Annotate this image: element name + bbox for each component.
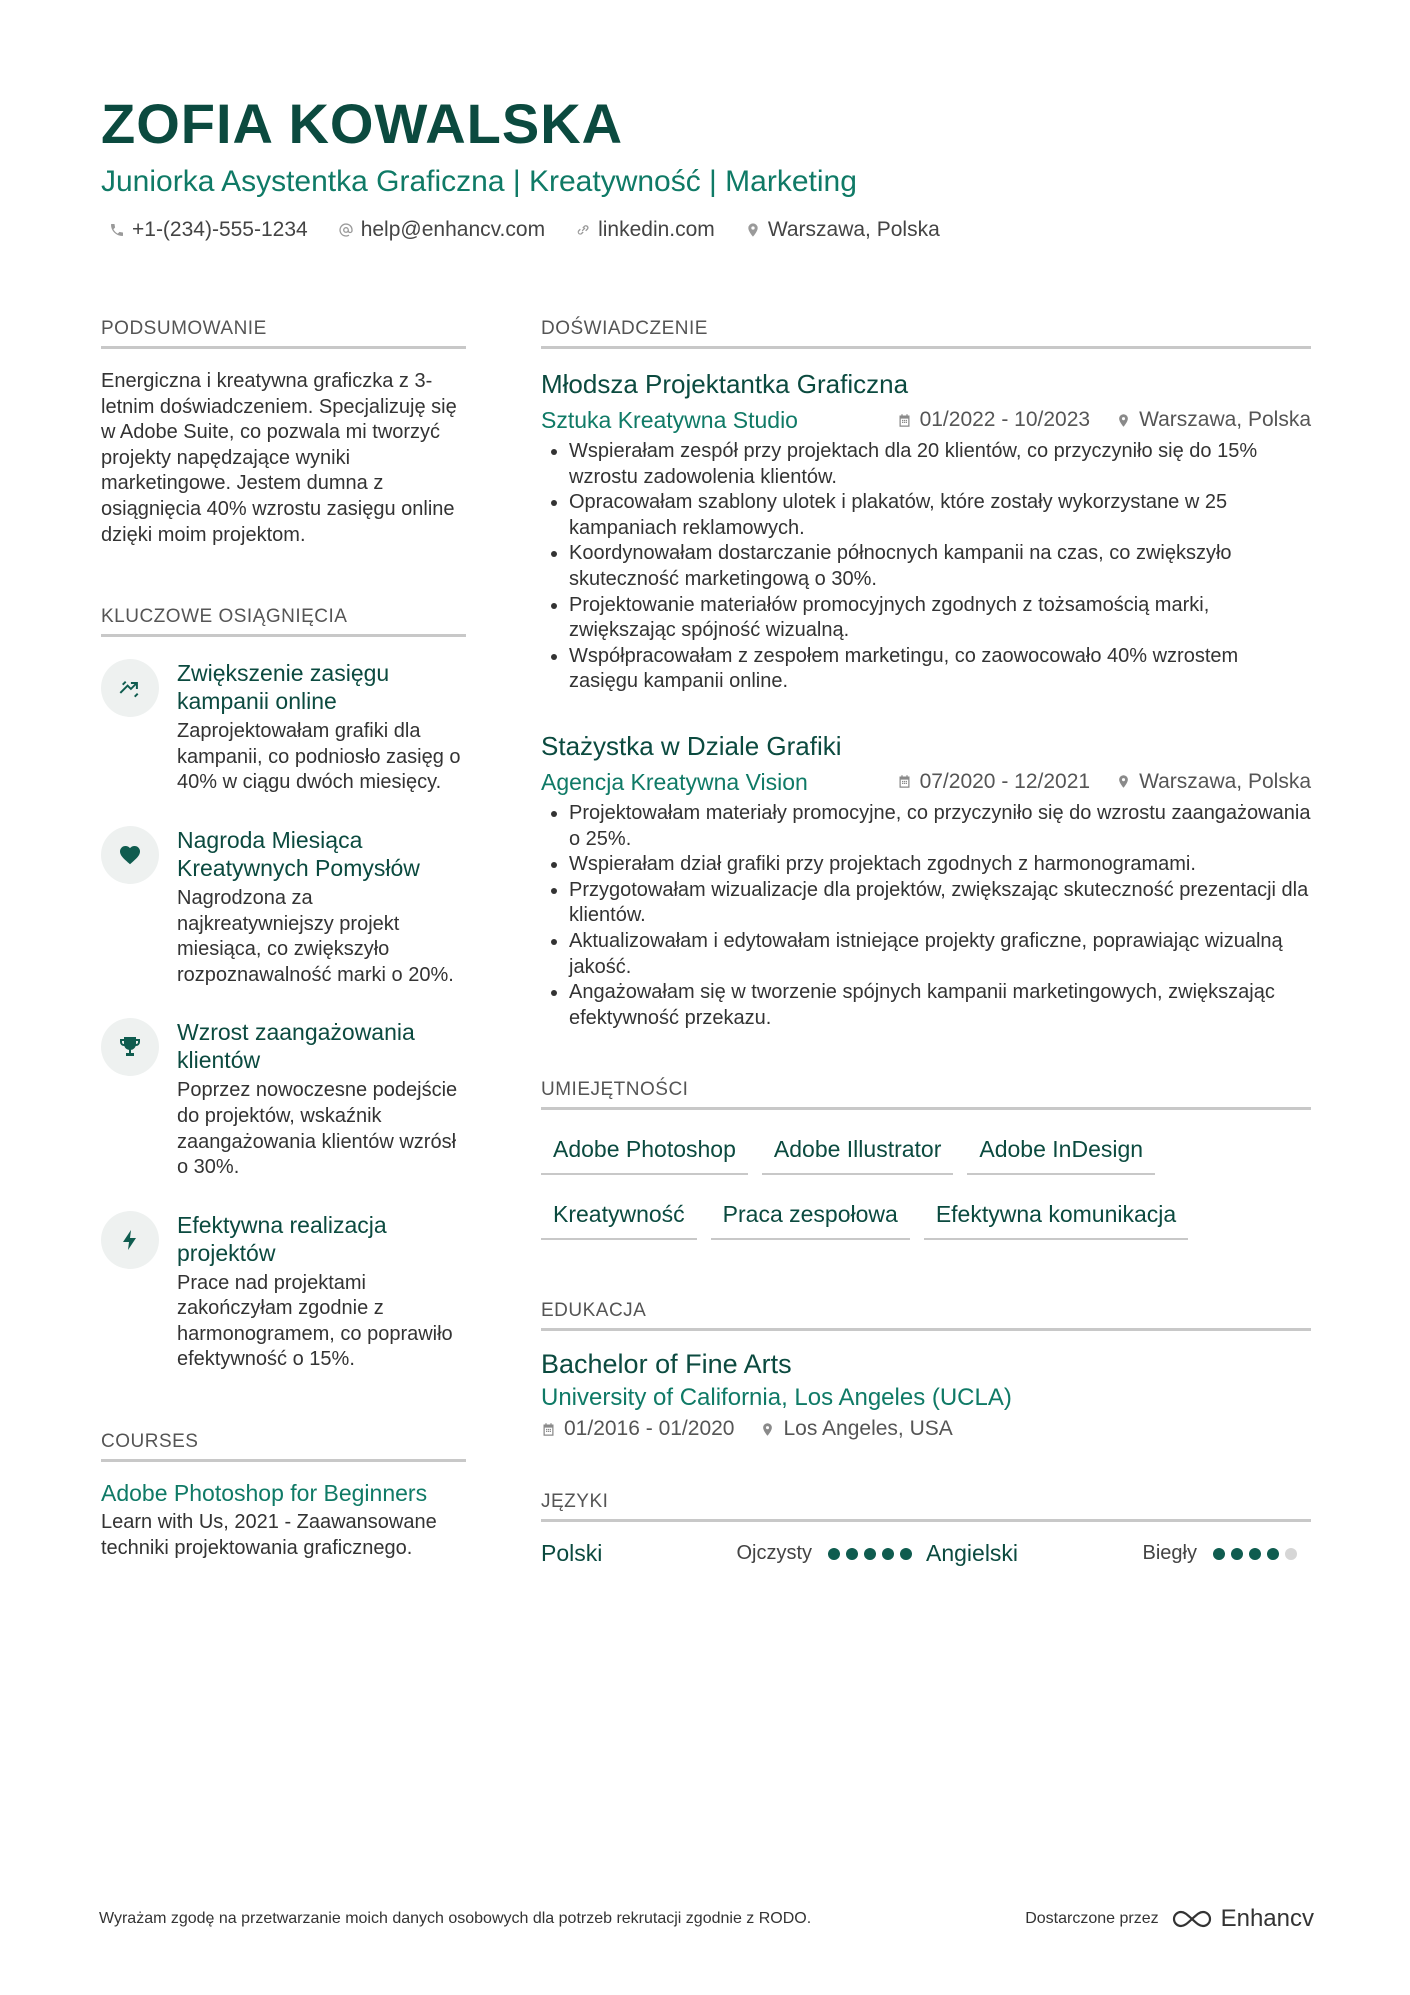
courses-section [101,1431,466,1561]
chart-trend-icon [101,659,159,717]
bullet-item: • Wspierałam zespół przy projektach dla 20 klientów, co przyczyniło się do 15% wzrostu zadowolenia klientów. [569,439,1311,490]
summary-text: Energiczna i kreatywna graficzka z 3-letnim doświadczeniem. Specjalizuję się w Adobe Suite, co pozwala mi tworzyć projekty napędzające wyniki marketingowe. Jestem dumna z osiągnięcia 40% wzrostu zasięgu online dzięki moim projektom. [101,370,457,546]
achievement-title: Nagroda Miesiąca Kreatywnych Pomysłów [177,826,420,881]
contact-linkedin[interactable] [575,218,715,242]
summary-heading: PODSUMOWANIE [101,318,466,349]
heart-icon [101,826,159,884]
language-name: Polski [541,1540,603,1567]
skill-tag: Kreatywność [541,1193,697,1240]
experience-section [541,318,1311,1031]
skills-heading: UMIEJĘTNOŚCI [541,1079,1311,1110]
languages-section [541,1491,1311,1567]
language-rating [828,1548,912,1560]
education-section [541,1300,1311,1441]
rating-dot-filled [846,1548,858,1560]
achievement-title: Zwiększenie zasięgu kampanii online [177,660,390,715]
candidate-name: ZOFIA KOWALSKA [101,92,624,155]
job-entry [541,729,1311,1031]
rating-dot-filled [882,1548,894,1560]
job-dates [897,405,1090,435]
language-level: Biegły [1142,1542,1197,1565]
gdpr-consent: Wyrażam zgodę na przetwarzanie moich danych osobowych dla potrzeb rekrutacji zgodnie z RODO. [99,1910,812,1927]
job-entry [541,367,1311,695]
rating-dot-empty [1285,1548,1297,1560]
job-location [1116,405,1311,435]
contact-location [745,218,940,242]
location-text: Warszawa, Polska [767,218,940,241]
languages-list [541,1540,1311,1567]
lightning-icon [101,1211,159,1269]
achievement-item [101,1211,466,1373]
right-column [541,318,1311,1567]
rating-dot-filled [1267,1548,1279,1560]
job-company: Agencja Kreatywna Vision [541,768,808,795]
education-dates [541,1417,734,1441]
education-location [760,1417,952,1441]
job-dates-text: 07/2020 - 12/2021 [919,769,1091,793]
language-name: Angielski [926,1540,1019,1567]
courses-heading: COURSES [101,1431,466,1462]
job-company: Sztuka Kreatywna Studio [541,407,798,433]
language-rating [1213,1548,1297,1560]
skill-tag: Adobe InDesign [967,1128,1155,1175]
education-school: University of California, Los Angeles (UCLA) [541,1384,1012,1412]
contact-phone[interactable] [109,218,308,242]
bullet-item: • Współpracowałam z zespołem marketingu, co zaowocowało 40% wzrostem zasięgu kampanii online. [569,644,1311,695]
enhancv-logo[interactable] [1169,1905,1314,1933]
bullet-item: • Przygotowałam wizualizacje dla projektów, zwiększając skuteczność prezentacji dla klientów. [569,878,1311,929]
rating-dot-filled [828,1548,840,1560]
map-pin-icon [1116,413,1131,428]
job-dates-text: 01/2022 - 10/2023 [919,408,1091,431]
link-icon [575,222,591,238]
job-bullets [541,801,1311,1031]
achievement-title: Efektywna realizacja projektów [177,1211,387,1266]
job-dates [897,767,1090,797]
skill-tag: Praca zespołowa [711,1193,910,1240]
language-level: Ojczysty [736,1542,812,1565]
brand-name: Enhancv [1220,1905,1314,1932]
phone-text: +1-(234)-555-1234 [132,218,308,241]
job-bullets [541,439,1311,695]
rating-dot-filled [1213,1548,1225,1560]
rating-dot-filled [864,1548,876,1560]
achievement-desc: Poprzez nowoczesne podejście do projektów, wskaźnik zaangażowania klientów wzrósł o 30%. [177,1079,458,1179]
language-item [926,1540,1311,1567]
contact-bar [101,218,1321,242]
bullet-item: • Koordynowałam dostarczanie północnych kampanii na czas, co zwiększyło skuteczność marketingową o 30%. [569,541,1311,592]
achievement-desc: Nagrodzona za najkreatywniejszy projekt miesiąca, co zwiększyło rozpoznawalność marki o 20%. [177,886,454,986]
linkedin-text: linkedin.com [598,218,715,241]
calendar-icon [897,774,912,789]
achievement-item [101,826,466,988]
rating-dot-filled [1231,1548,1243,1560]
calendar-icon [897,413,912,428]
summary-section [101,318,466,548]
map-pin-icon [760,1422,775,1437]
at-icon [338,222,354,238]
education-location-text: Los Angeles, USA [783,1417,953,1441]
powered-by-label: Dostarczone przez [1025,1910,1159,1927]
education-degree: Bachelor of Fine Arts [541,1349,792,1380]
bullet-item: • Projektowałam materiały promocyjne, co przyczyniło się do wzrostu zaangażowania o 25%. [569,801,1311,852]
course-title: Adobe Photoshop for Beginners [101,1480,428,1507]
bullet-item: • Projektowanie materiałów promocyjnych zgodnych z tożsamością marki, zwiększając spójność wizualną. [569,593,1311,644]
experience-heading: DOŚWIADCZENIE [541,318,1311,349]
achievement-item [101,1018,466,1180]
contact-email[interactable] [338,218,545,242]
education-meta [541,1417,1311,1441]
phone-icon [109,222,125,238]
language-item [541,1540,926,1567]
course-desc: Learn with Us, 2021 - Zaawansowane techniki projektowania graficznego. [101,1511,437,1559]
job-title: Młodsza Projektantka Graficzna [541,369,909,399]
job-meta [541,767,1311,797]
job-title: Stażystka w Dziale Grafiki [541,730,842,761]
powered-by [1025,1905,1314,1933]
job-meta [541,405,1311,435]
candidate-headline: Juniorka Asystentka Graficzna | Kreatywność | Marketing [101,165,857,198]
education-heading: EDUKACJA [541,1300,1311,1331]
skill-tag: Adobe Photoshop [541,1128,748,1175]
left-column [101,318,466,1561]
bullet-item: • Opracowałam szablony ulotek i plakatów, które zostały wykorzystane w 25 kampaniach reklamowych. [569,490,1311,541]
skills-section [541,1079,1311,1240]
trophy-icon [101,1018,159,1076]
skill-tag: Efektywna komunikacja [924,1193,1188,1240]
map-pin-icon [745,222,761,238]
achievements-section [101,606,466,1373]
skills-list [541,1128,1311,1240]
languages-heading: JĘZYKI [541,1491,1311,1522]
map-pin-icon [1116,774,1131,789]
email-text: help@enhancv.com [360,218,546,241]
page-footer [99,1905,1314,1933]
achievement-item [101,659,466,796]
infinity-icon [1169,1908,1215,1930]
rating-dot-filled [900,1548,912,1560]
rating-dot-filled [1249,1548,1261,1560]
education-dates-text: 01/2016 - 01/2020 [564,1417,735,1441]
achievement-desc: Prace nad projektami zakończyłam zgodnie z harmonogramem, co poprawiło efektywność o 15%. [177,1271,453,1371]
job-location-text: Warszawa, Polska [1139,769,1311,793]
resume-header [101,92,1321,242]
achievement-title: Wzrost zaangażowania klientów [177,1019,415,1074]
achievement-desc: Zaprojektowałam grafiki dla kampanii, co podniosło zasięg o 40% w ciągu dwóch miesięcy. [177,720,461,794]
calendar-icon [541,1422,556,1437]
achievements-heading: KLUCZOWE OSIĄGNIĘCIA [101,606,466,637]
bullet-item: • Angażowałam się w tworzenie spójnych kampanii marketingowych, zwiększając efektywność przekazu. [569,980,1311,1031]
job-location [1116,767,1311,797]
job-location-text: Warszawa, Polska [1139,408,1311,431]
bullet-item: • Wspierałam dział grafiki przy projektach zgodnych z harmonogramami. [569,852,1311,878]
skill-tag: Adobe Illustrator [762,1128,953,1175]
bullet-item: • Aktualizowałam i edytowałam istniejące projekty graficzne, poprawiając wizualną jakość. [569,929,1311,980]
